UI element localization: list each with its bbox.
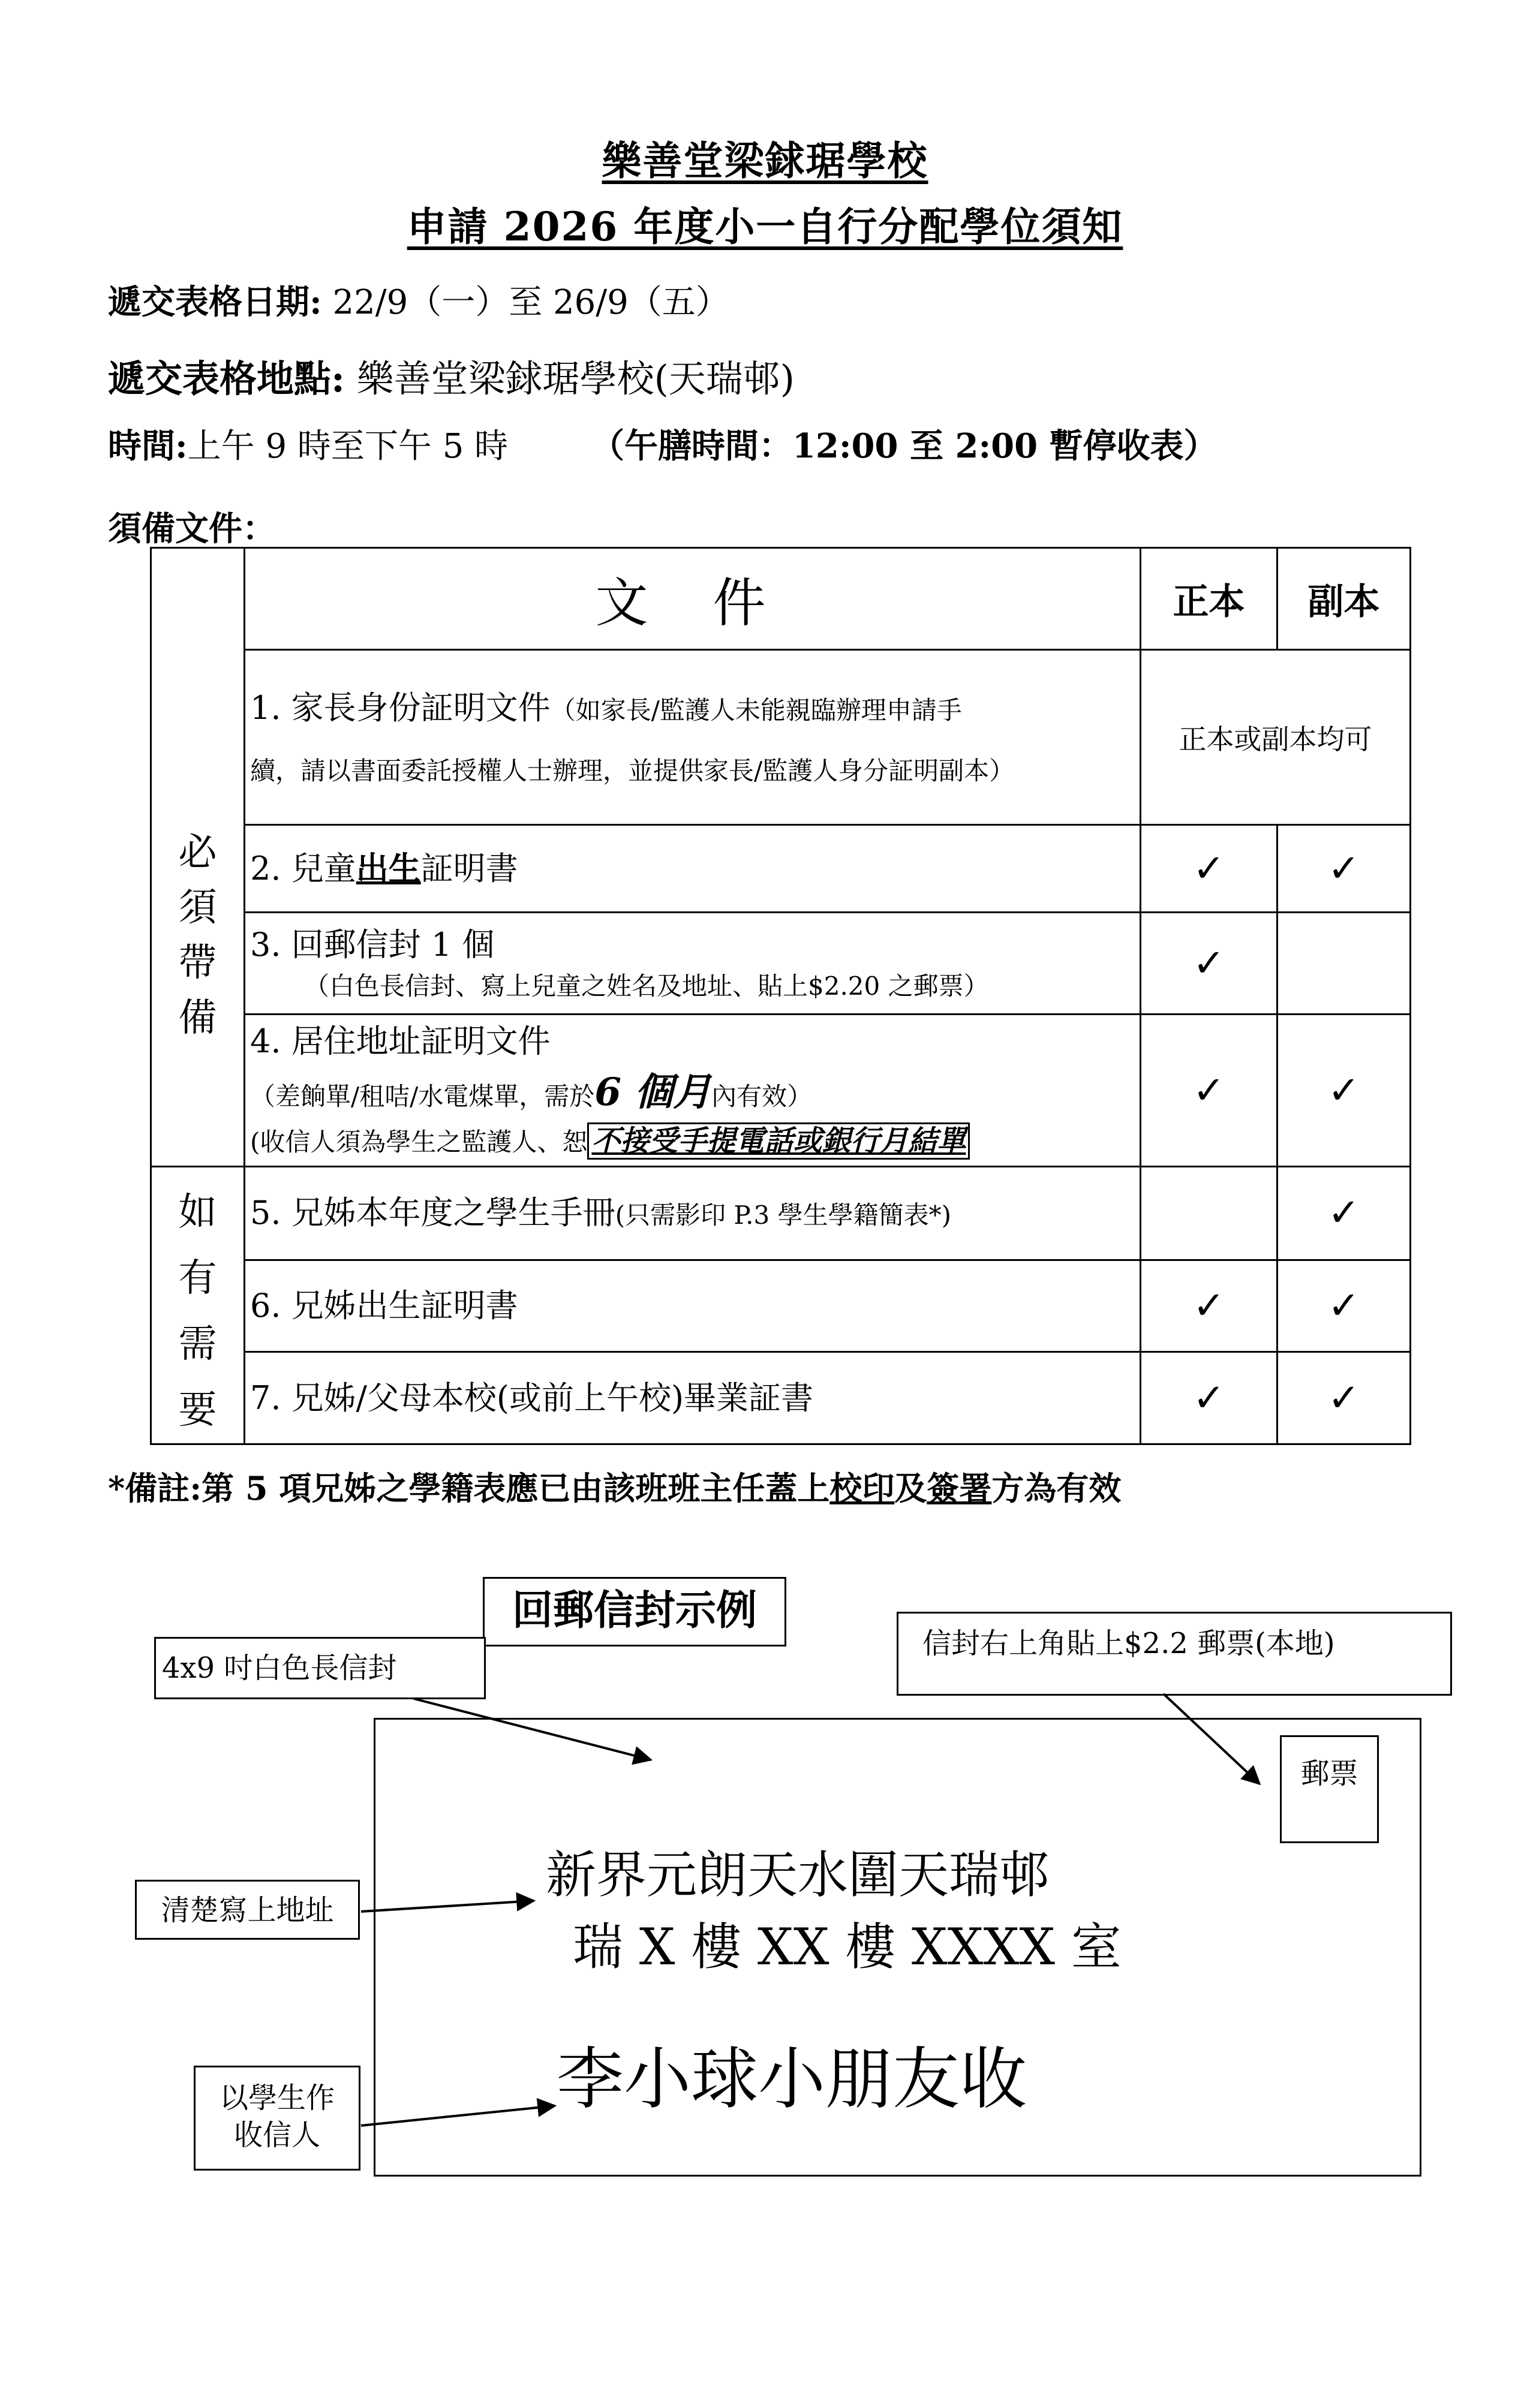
original-check: ✓ xyxy=(1141,1352,1277,1444)
copy-check: ✓ xyxy=(1277,1015,1411,1167)
doc-note: (收信人須為學生之監護人、恕 xyxy=(250,1127,588,1157)
doc-sibling-birth: 6. 兄姊出生証明書 xyxy=(245,1260,1141,1352)
group-required-char: 須 xyxy=(178,885,217,930)
doc-note: （白色長信封、寫上兒童之姓名及地址、貼上$2.20 之郵票） xyxy=(304,971,989,1001)
recipient-label-line: 收信人 xyxy=(233,2118,320,2152)
either-original-or-copy: 正本或副本均可 xyxy=(1141,650,1411,825)
footnote-text: *備註:第 5 項兄姊之學籍表應已由該班班主任蓋上 xyxy=(108,1469,830,1507)
footnote-underline: 簽署 xyxy=(927,1469,992,1507)
original-check: ✓ xyxy=(1141,1260,1277,1352)
place-label: 遞交表格地點: xyxy=(108,357,345,401)
original-check: ✓ xyxy=(1141,913,1277,1015)
envelope-size-label: 4x9 吋白色長信封 xyxy=(154,1637,486,1699)
copy-check: ✓ xyxy=(1277,1352,1411,1444)
header-original: 正本 xyxy=(1141,548,1277,650)
header-documents: 文 件 xyxy=(245,548,1141,650)
doc-boxed-warning: 不接受手提電話或銀行月結單 xyxy=(587,1122,970,1160)
doc-graduation-cert: 7. 兄姊/父母本校(或前上午校)畢業証書 xyxy=(245,1352,1141,1444)
doc-note: 內有效） xyxy=(711,1082,813,1112)
copy-check: ✓ xyxy=(1277,825,1411,913)
place-value: 樂善堂梁銶琚學校(天瑞邨) xyxy=(356,357,795,401)
arrow-address xyxy=(361,1901,534,1912)
stamp-position-label: 信封右上角貼上$2.2 郵票(本地) xyxy=(897,1612,1452,1696)
doc-emphasis: 出生 xyxy=(356,848,421,887)
doc-main: 4. 居住地址証明文件 xyxy=(250,1022,551,1061)
documents-label: 須備文件： xyxy=(108,509,276,549)
header-copy: 副本 xyxy=(1277,548,1411,650)
doc-note: (只需影印 P.3 學生學籍簡表*) xyxy=(615,1200,951,1230)
time-label: 時間: xyxy=(108,426,188,466)
school-name: 樂善堂梁銶琚學校 xyxy=(602,137,928,184)
group-required-char: 備 xyxy=(178,995,217,1040)
date-value: 22/9（一）至 26/9（五） xyxy=(332,283,729,322)
group-optional-char: 要 xyxy=(178,1388,217,1432)
doc-main: 5. 兄姊本年度之學生手冊 xyxy=(250,1194,615,1232)
footnote-text: 方為有效 xyxy=(991,1469,1122,1507)
original-check: ✓ xyxy=(1141,825,1277,913)
time-value: 上午 9 時至下午 5 時 xyxy=(187,427,509,466)
footnote-underline: 校印 xyxy=(829,1469,895,1507)
address-line-1: 新界元朗天水圍天瑞邨 xyxy=(546,1846,1050,1904)
group-required-char: 必 xyxy=(178,830,217,875)
footnote-text: 及 xyxy=(894,1469,927,1507)
lunch-note: （午膳時間：12:00 至 2:00 暫停收表） xyxy=(590,426,1218,466)
group-required-char: 帶 xyxy=(178,940,217,985)
doc-note: 續，請以書面委託授權人士辦理，並提供家長/監護人身分証明副本） xyxy=(250,756,1015,786)
doc-emphasis: 6 個月 xyxy=(594,1070,712,1115)
arrow-envelope-size xyxy=(414,1699,651,1760)
recipient-label-line: 以學生作 xyxy=(219,2081,335,2115)
envelope-example-title: 回郵信封示例 xyxy=(483,1577,786,1647)
group-optional-char: 有 xyxy=(178,1256,217,1301)
stamp: 郵票 xyxy=(1280,1735,1379,1843)
address-label: 清楚寫上地址 xyxy=(135,1880,360,1940)
notice-title: 申請 2026 年度小一自行分配學位須知 xyxy=(407,203,1123,250)
recipient-name: 李小球小朋友收 xyxy=(557,2040,1027,2118)
copy-check: ✓ xyxy=(1277,1167,1411,1260)
group-optional-char: 如 xyxy=(178,1190,217,1235)
doc-note: （差餉單/租咭/水電煤單，需於 xyxy=(250,1082,595,1112)
doc-note: （如家長/監護人未能親臨辦理申請手 xyxy=(550,695,962,725)
address-line-2: 瑞 X 樓 XX 樓 XXXX 室 xyxy=(573,1918,1122,1976)
original-check: ✓ xyxy=(1141,1015,1277,1167)
copy-check: ✓ xyxy=(1277,1260,1411,1352)
doc-main: 3. 回郵信封 1 個 xyxy=(250,925,495,964)
doc-main: 証明書 xyxy=(420,849,518,887)
arrow-stamp xyxy=(1164,1694,1260,1784)
arrow-recipient xyxy=(361,2106,555,2126)
group-optional-char: 需 xyxy=(178,1322,217,1366)
doc-main: 1. 家長身份証明文件 xyxy=(250,688,551,727)
date-label: 遞交表格日期: xyxy=(108,282,322,322)
doc-main: 2. 兒童 xyxy=(250,849,356,887)
